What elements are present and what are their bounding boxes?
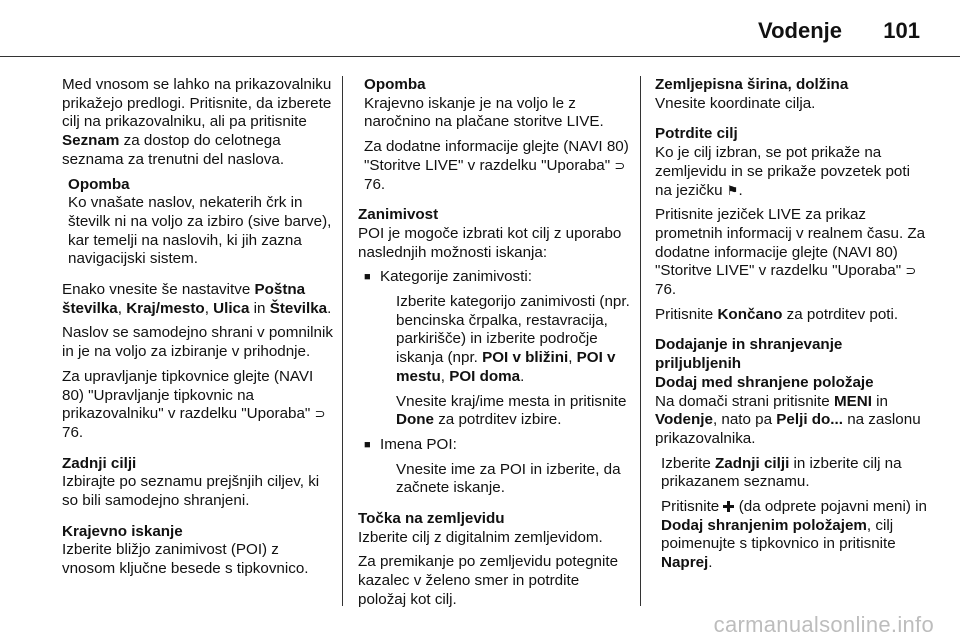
intro-paragraph: Med vnosom se lahko na prikazovalniku prikažejo predlogi. Pritisnite, da izberete cilj na prikazovalniku, ali pa pritisnite Seznam za dostop do celotnega seznama za trenutni del naslova. — [62, 76, 332, 168]
column-1 — [62, 76, 334, 585]
map-text-2: Za premikanje po zemljevidu potegnite kazalec v želeno smer in potrdite položaj kot cilj. — [358, 553, 619, 608]
autosave-paragraph: Naslov se samodejno shrani v pomnilnik in je na voljo za izbiranje v prihodnje. — [62, 324, 333, 361]
page-number: 101 — [883, 18, 920, 43]
page-ref-icon: ⊃ — [314, 406, 326, 422]
bullet-icon: ■ — [364, 271, 371, 284]
list-item: ■ Imena POI: Vnesite ime za POI in izberite, da začnete iskanje. — [358, 436, 630, 504]
confirm-text-3: Pritisnite Končano za potrditev poti. — [655, 305, 899, 323]
column-divider-1 — [342, 76, 343, 606]
page-footer — [0, 608, 960, 642]
local-search-text: Izberite bližjo zanimivost (POI) z vnosom ključne besede s tipkovnico. — [62, 541, 309, 578]
add-text: Na domači strani pritisnite MENI in Vodenje, nato pa Pelji do... na zaslonu prikazovalnika. — [655, 392, 921, 447]
coordinates-text: Vnesite koordinate cilja. — [655, 94, 816, 112]
add-text-2: Izberite Zadnji cilji in izberite cilj na prikazanem seznamu. — [661, 454, 902, 491]
map-text: Izberite cilj z digitalnim zemljevidom. — [358, 528, 603, 546]
heading-poi: Zanimivost — [358, 206, 439, 224]
heading-recent: Zadnji cilji — [62, 454, 137, 472]
column-2 — [358, 76, 630, 616]
recent-text: Izbirajte po seznamu prejšnjih ciljev, ki so bili samodejno shranjeni. — [62, 473, 320, 510]
column-divider-2 — [640, 76, 641, 606]
column-3 — [655, 76, 931, 579]
page-header — [0, 0, 960, 56]
note-keyboard: Opomba Ko vnašate naslov, nekaterih črk in številk ni na voljo za izbiro (sive barve), kar temelji na naslovih, ki jih zazna navigacijski sistem. — [68, 175, 332, 268]
heading-map-point: Točka na zemljevidu — [358, 510, 505, 528]
bullet-icon: ■ — [364, 438, 371, 451]
plus-icon — [723, 501, 734, 512]
fields-paragraph: Enako vnesite še nastavitve Poštna številka, Kraj/mesto, Ulica in Številka. — [62, 281, 332, 317]
section-title: Vodenje — [758, 18, 842, 43]
heading-add-favourites: Dodajanje in shranjevanje priljubljenih — [655, 336, 843, 373]
list-item: ■ Kategorije zanimivosti: Izberite kategorijo zanimivosti (npr. bencinska črpalka, restavracija, parkirišče) in izberite področje iskanja (npr. POI v bližini, POI v mestu, POI doma. Vnesite kraj/ime mesta in pritisnite Done za potrditev izbire. — [358, 268, 630, 436]
heading-coordinates: Zemljepisna širina, dolžina — [655, 76, 849, 93]
poi-text: POI je mogoče izbrati kot cilj z uporabo naslednjih možnosti iskanja: — [358, 224, 622, 261]
heading-confirm: Potrdite cilj — [655, 125, 738, 143]
note-live: Opomba Krajevno iskanje je na voljo le z naročnino na plačane storitve LIVE. Za dodatne informacije glejte (NAVI 80) "Storitve LIVE" v razdelku "Uporaba" ⊃ 76. — [364, 76, 629, 193]
page-ref-icon: ⊃ — [614, 157, 626, 173]
watermark: carmanualsonline.info — [713, 612, 934, 637]
flag-icon: ⚑ — [726, 182, 739, 198]
header-rule — [0, 56, 960, 57]
confirm-text-2: Pritisnite jeziček LIVE za prikaz prometnih informacij v realnem času. Za dodatne informacije glejte (NAVI 80) "Storitve LIVE" v razdelku "Uporaba" ⊃ 76. — [655, 206, 926, 299]
keyboard-paragraph: Za upravljanje tipkovnice glejte (NAVI 80) "Upravljanje tipkovnic na prikazovalniku" v razdelku "Uporaba" ⊃ 76. — [62, 367, 326, 441]
confirm-text: Ko je cilj izbran, se pot prikaže na zemljevidu in se prikaže povzetek poti na jezičku ⚑. — [655, 144, 910, 199]
heading-add-saved: Dodaj med shranjene položaje — [655, 373, 874, 391]
page-ref-icon: ⊃ — [905, 263, 917, 279]
add-text-3: Pritisnite (da odprete pojavni meni) in Dodaj shranjenim položajem, cilj poimenujte s tipkovnico in pritisnite Naprej. — [661, 498, 927, 572]
heading-local-search: Krajevno iskanje — [62, 522, 183, 540]
